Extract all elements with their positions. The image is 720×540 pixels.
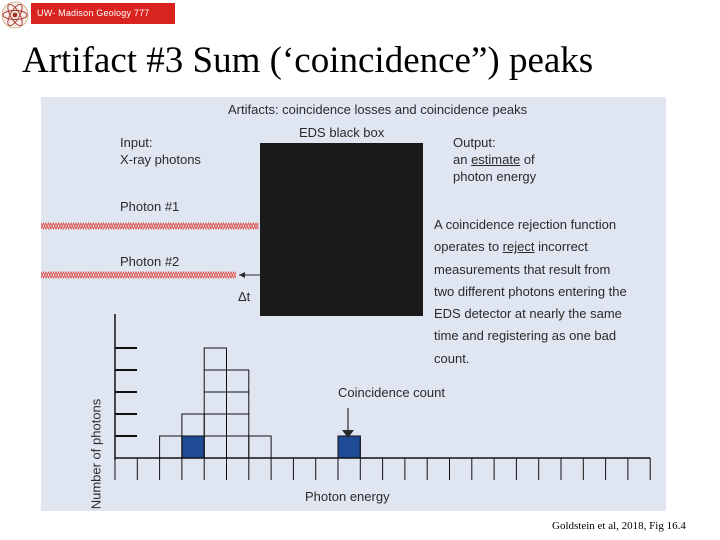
count-cell <box>204 370 226 392</box>
histogram-column <box>227 370 249 458</box>
output-label-line3: photon energy <box>453 168 537 184</box>
black-box-label: EDS black box <box>299 125 385 140</box>
coincidence-description: A coincidence rejection function operates to reject incorrect measurements that result from two different photons entering the EDS detector at nearly the same time and registering as one bad count. <box>434 217 627 366</box>
count-cell <box>204 436 226 458</box>
count-cell <box>227 370 249 392</box>
coincidence-count-cell <box>338 436 360 458</box>
count-cell <box>204 348 226 370</box>
histogram-column <box>249 436 271 458</box>
histogram-column <box>160 436 182 458</box>
count-cell <box>204 414 226 436</box>
y-axis-label: Number of photons <box>88 398 104 510</box>
input-label-line1: Input: <box>120 135 153 150</box>
count-cell <box>182 414 204 436</box>
figure-panel <box>41 97 666 511</box>
figure-citation: Goldstein et al, 2018, Fig 16.4 <box>552 520 686 532</box>
estimate-word: estimate <box>471 151 521 167</box>
count-cell <box>249 436 271 458</box>
atom-logo-icon <box>0 0 30 30</box>
photon-1-label: Photon #1 <box>120 199 180 214</box>
output-label-line1: Output: <box>453 135 496 150</box>
delta-t-label: Δt <box>238 289 251 304</box>
count-cell <box>160 436 182 458</box>
count-cell <box>227 414 249 436</box>
slide-title: Artifact #3 Sum (‘coincidence”) peaks <box>22 40 594 81</box>
photon-2-label: Photon #2 <box>120 254 180 269</box>
figure-heading: Artifacts: coincidence losses and coincidence peaks <box>228 102 528 117</box>
x-axis-label: Photon energy <box>305 489 390 504</box>
output-label-line2: an estimate of <box>453 151 535 167</box>
count-cell <box>227 436 249 458</box>
input-label-line2: X-ray photons <box>120 151 201 167</box>
course-tag: UW- Madison Geology 777 <box>31 3 175 24</box>
photon-histogram <box>41 97 666 511</box>
reject-word: reject <box>502 239 535 255</box>
histogram-column <box>204 348 226 458</box>
count-cell <box>204 392 226 414</box>
coincidence-count-cell <box>182 436 204 458</box>
coincidence-count-label: Coincidence count <box>338 385 445 400</box>
count-cell <box>227 392 249 414</box>
